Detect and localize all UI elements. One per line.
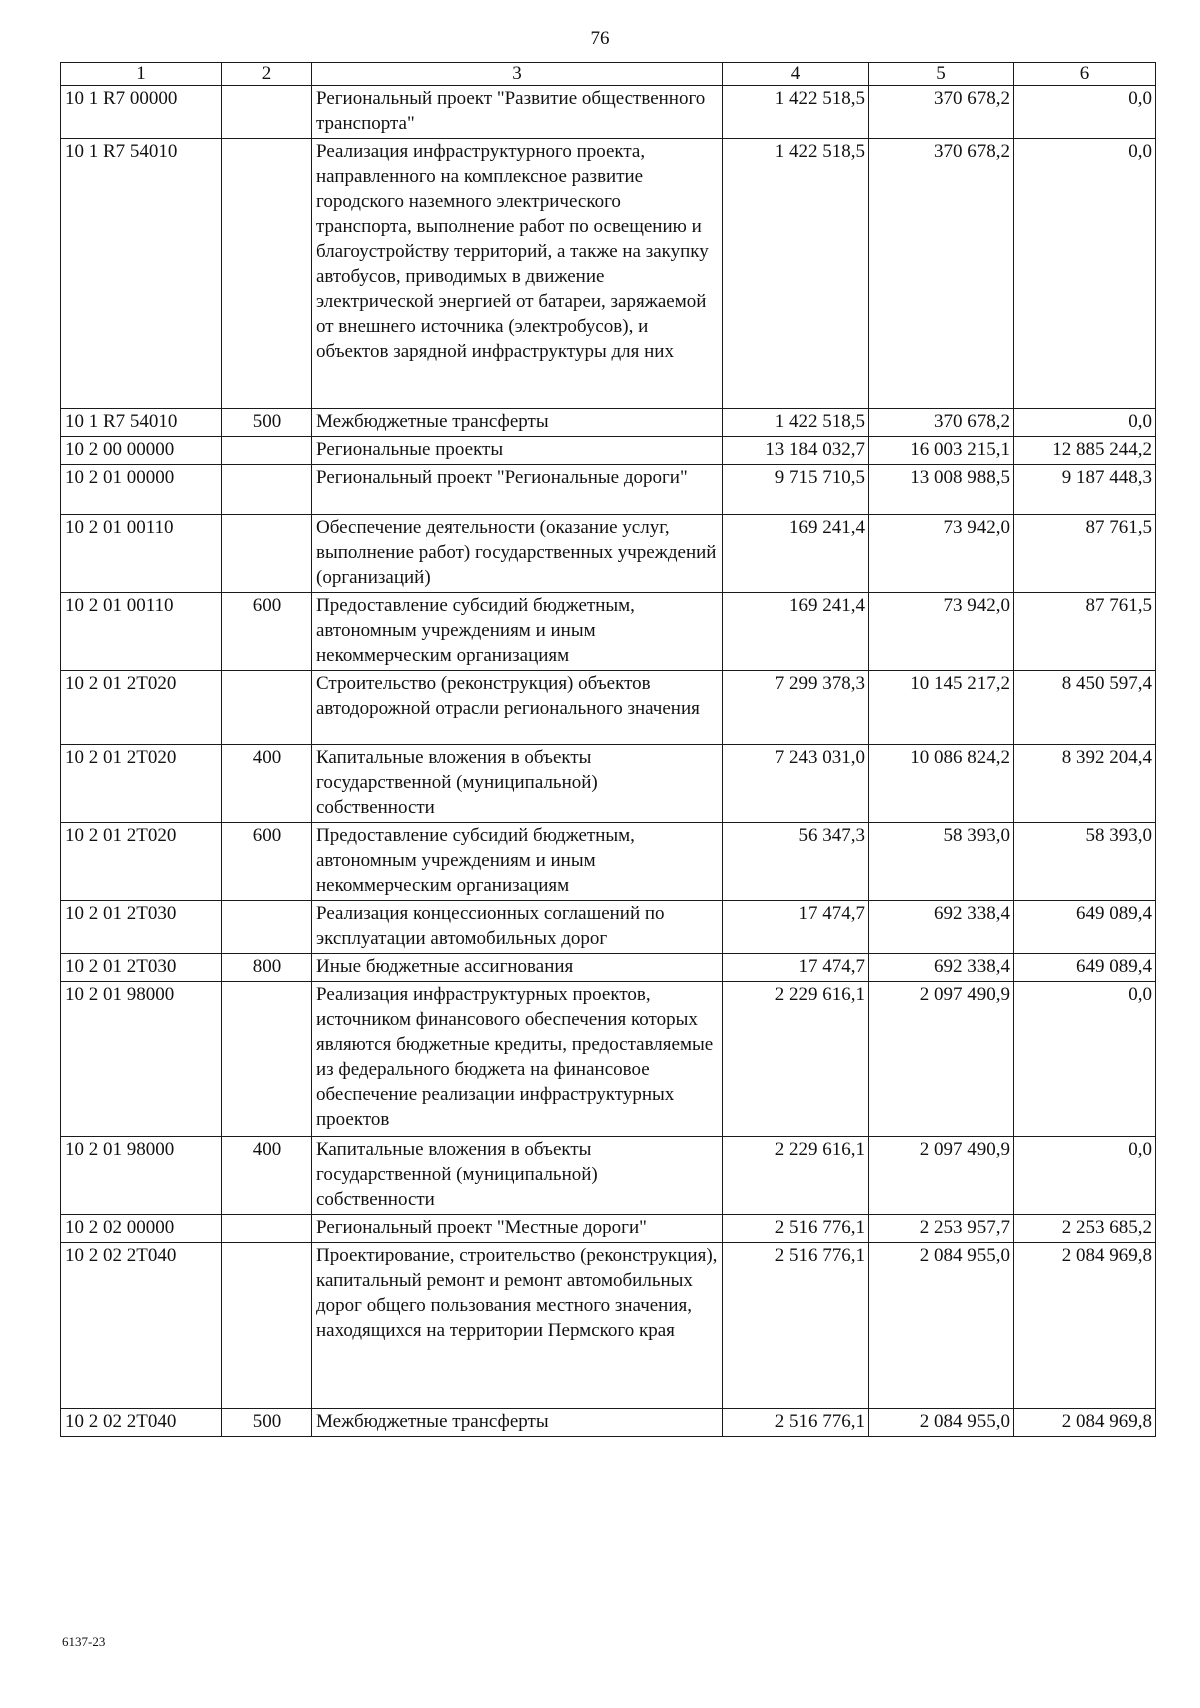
row-value-col5: 73 942,0 [869,593,1014,671]
row-value-col4: 2 516 776,1 [723,1409,869,1437]
row-expense-type [222,437,312,465]
row-code: 10 2 01 00110 [61,593,222,671]
row-value-col4: 7 299 378,3 [723,671,869,745]
row-value-col6: 12 885 244,2 [1014,437,1156,465]
table-row [61,465,1156,515]
column-header: 2 [222,63,312,86]
row-expense-type [222,515,312,593]
row-value-col6: 0,0 [1014,409,1156,437]
row-code: 10 2 02 2Т040 [61,1243,222,1409]
table-row [61,515,1156,593]
row-name: Капитальные вложения в объекты государственной (муниципальной) собственности [312,1137,723,1215]
row-name: Капитальные вложения в объекты государственной (муниципальной) собственности [312,745,723,823]
row-value-col6: 2 084 969,8 [1014,1409,1156,1437]
row-value-col5: 2 253 957,7 [869,1215,1014,1243]
row-value-col4: 13 184 032,7 [723,437,869,465]
row-expense-type: 500 [222,1409,312,1437]
page-number: 76 [590,28,610,49]
document-code: 6137-23 [62,1634,106,1649]
row-value-col6: 649 089,4 [1014,954,1156,982]
row-value-col5: 10 086 824,2 [869,745,1014,823]
table-row [61,823,1156,901]
row-expense-type: 600 [222,593,312,671]
row-code: 10 2 01 2Т030 [61,901,222,954]
row-name: Межбюджетные трансферты [312,1409,723,1437]
row-value-col6: 0,0 [1014,982,1156,1137]
row-value-col5: 2 084 955,0 [869,1409,1014,1437]
header-row [61,63,1156,86]
row-value-col6: 9 187 448,3 [1014,465,1156,515]
row-name: Обеспечение деятельности (оказание услуг, выполнение работ) государственных учреждений (организаций) [312,515,723,593]
row-name: Региональные проекты [312,437,723,465]
table-row [61,593,1156,671]
row-name: Предоставление субсидий бюджетным, автономным учреждениям и иным некоммерческим организациям [312,593,723,671]
row-value-col4: 1 422 518,5 [723,86,869,139]
table-row [61,86,1156,139]
table-row [61,1409,1156,1437]
row-expense-type: 400 [222,1137,312,1215]
row-value-col6: 87 761,5 [1014,593,1156,671]
row-code: 10 2 02 2Т040 [61,1409,222,1437]
table-body [61,86,1156,1437]
row-value-col4: 2 229 616,1 [723,1137,869,1215]
row-value-col6: 2 253 685,2 [1014,1215,1156,1243]
row-value-col6: 2 084 969,8 [1014,1243,1156,1409]
row-value-col4: 2 516 776,1 [723,1243,869,1409]
table-row [61,954,1156,982]
row-expense-type [222,1243,312,1409]
row-expense-type [222,671,312,745]
row-value-col6: 649 089,4 [1014,901,1156,954]
row-code: 10 1 R7 00000 [61,86,222,139]
row-name: Реализация концессионных соглашений по эксплуатации автомобильных дорог [312,901,723,954]
row-value-col5: 16 003 215,1 [869,437,1014,465]
row-expense-type: 800 [222,954,312,982]
row-value-col6: 0,0 [1014,1137,1156,1215]
row-code: 10 2 01 2Т020 [61,823,222,901]
budget-table [60,62,1156,1437]
row-expense-type [222,1215,312,1243]
row-value-col4: 1 422 518,5 [723,409,869,437]
table-row [61,1137,1156,1215]
row-value-col6: 0,0 [1014,86,1156,139]
row-expense-type [222,901,312,954]
row-code: 10 2 01 00000 [61,465,222,515]
row-value-col5: 370 678,2 [869,139,1014,409]
row-value-col4: 2 516 776,1 [723,1215,869,1243]
row-value-col5: 58 393,0 [869,823,1014,901]
row-value-col4: 17 474,7 [723,901,869,954]
row-value-col5: 73 942,0 [869,515,1014,593]
table-row [61,1243,1156,1409]
table-row [61,139,1156,409]
row-value-col5: 692 338,4 [869,901,1014,954]
table-row [61,901,1156,954]
row-value-col5: 2 097 490,9 [869,1137,1014,1215]
row-expense-type [222,465,312,515]
table-row [61,982,1156,1137]
row-value-col5: 370 678,2 [869,86,1014,139]
row-name: Предоставление субсидий бюджетным, автономным учреждениям и иным некоммерческим организациям [312,823,723,901]
row-value-col5: 10 145 217,2 [869,671,1014,745]
row-expense-type [222,139,312,409]
row-value-col6: 0,0 [1014,139,1156,409]
row-name: Региональный проект "Региональные дороги" [312,465,723,515]
row-code: 10 2 01 00110 [61,515,222,593]
row-value-col6: 8 392 204,4 [1014,745,1156,823]
table-row [61,1215,1156,1243]
table-row [61,409,1156,437]
row-code: 10 2 01 98000 [61,1137,222,1215]
column-header: 4 [723,63,869,86]
column-header: 6 [1014,63,1156,86]
row-name: Реализация инфраструктурных проектов, источником финансового обеспечения которых являются бюджетные кредиты, предоставляемые из федерального бюджета на финансовое обеспечение реализации инфраструктурных проектов [312,982,723,1137]
column-header: 1 [61,63,222,86]
row-value-col4: 7 243 031,0 [723,745,869,823]
row-value-col4: 2 229 616,1 [723,982,869,1137]
row-value-col4: 9 715 710,5 [723,465,869,515]
row-name: Проектирование, строительство (реконструкция), капитальный ремонт и ремонт автомобильных дорог общего пользования местного значения, находящихся на территории Пермского края [312,1243,723,1409]
table-row [61,671,1156,745]
row-name: Строительство (реконструкция) объектов автодорожной отрасли регионального значения [312,671,723,745]
table-row [61,437,1156,465]
row-code: 10 1 R7 54010 [61,139,222,409]
row-expense-type [222,86,312,139]
row-name: Региональный проект "Развитие общественного транспорта" [312,86,723,139]
row-code: 10 2 01 98000 [61,982,222,1137]
row-value-col4: 17 474,7 [723,954,869,982]
row-code: 10 1 R7 54010 [61,409,222,437]
row-name: Региональный проект "Местные дороги" [312,1215,723,1243]
row-code: 10 2 01 2Т020 [61,671,222,745]
row-value-col6: 58 393,0 [1014,823,1156,901]
row-code: 10 2 02 00000 [61,1215,222,1243]
row-expense-type [222,982,312,1137]
row-code: 10 2 01 2Т020 [61,745,222,823]
row-expense-type: 600 [222,823,312,901]
row-value-col5: 692 338,4 [869,954,1014,982]
row-code: 10 2 00 00000 [61,437,222,465]
row-name: Иные бюджетные ассигнования [312,954,723,982]
row-value-col4: 56 347,3 [723,823,869,901]
row-value-col5: 2 097 490,9 [869,982,1014,1137]
row-value-col4: 169 241,4 [723,593,869,671]
row-name: Межбюджетные трансферты [312,409,723,437]
row-value-col4: 1 422 518,5 [723,139,869,409]
row-expense-type: 500 [222,409,312,437]
row-value-col6: 8 450 597,4 [1014,671,1156,745]
row-value-col5: 13 008 988,5 [869,465,1014,515]
row-value-col4: 169 241,4 [723,515,869,593]
column-header: 5 [869,63,1014,86]
row-value-col5: 370 678,2 [869,409,1014,437]
row-name: Реализация инфраструктурного проекта, направленного на комплексное развитие городского наземного электрического транспорта, выполнение работ по освещению и благоустройству территорий, а также на закупку автобусов, приводимых в движение электрической энергией от батареи, заряжаемой от внешнего источника (электробусов), и объектов зарядной инфраструктуры для них [312,139,723,409]
row-value-col6: 87 761,5 [1014,515,1156,593]
row-expense-type: 400 [222,745,312,823]
row-value-col5: 2 084 955,0 [869,1243,1014,1409]
row-code: 10 2 01 2Т030 [61,954,222,982]
table-row [61,745,1156,823]
column-header: 3 [312,63,723,86]
